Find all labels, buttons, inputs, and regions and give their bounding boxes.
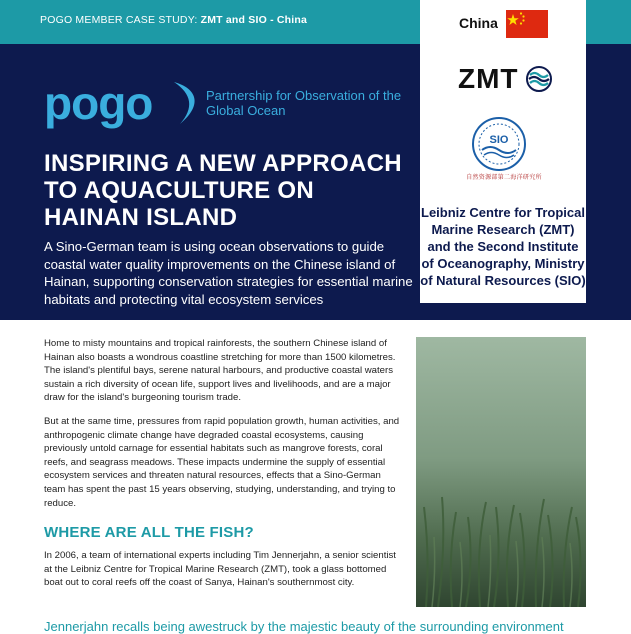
sio-seal-logo	[470, 116, 528, 172]
wave-icon	[526, 66, 552, 92]
pogo-logo-word: pogo	[44, 77, 153, 129]
country-label: China	[459, 15, 498, 31]
paragraph-2: But at the same time, pressures from rapid population growth, human activities, and anthropogenic climate change have degraded coastal ecosystems, causing previously untold carnage for essential habitats such as mangrove forests, coral reefs, and seagrass meadows. These impacts undermine the supply of essential ecosystem services and threaten natural resources, effects that a Sino-German team has spent the past 15 years observing, studying, understanding, and trying to reduce.	[44, 415, 400, 509]
paragraph-1: Home to misty mountains and tropical rainforests, the southern Chinese island of Hainan also boasts a wondrous coastline stretching for more than 1500 kilometres. The island's plentiful bays, serene natural harbours, and productive coastal waters sustain a rich diversity of ocean life, support lives and livelihoods, and are a major draw for the island's burgeoning tourism trade.	[44, 338, 396, 404]
china-flag-icon	[506, 10, 548, 38]
pogo-tagline: Partnership for Observation of the Global Ocean	[206, 88, 402, 118]
sio-caption: 自然资源部第二海洋研究所	[466, 175, 542, 181]
seagrass-photo	[416, 337, 586, 607]
paragraph-3: In 2006, a team of international experts including Tim Jennerjahn, a senior scientist at the Leibniz Centre for Tropical Marine Research (ZMT), took a glass bottomed boat out to coral reefs off the coast of Sanya, Hainan's southernmost city.	[44, 550, 396, 589]
zmt-logo-text: ZMT	[458, 63, 519, 94]
partner-panel	[420, 0, 586, 303]
pogo-swoosh-icon	[172, 78, 206, 128]
sio-logo-text: SIO	[489, 134, 509, 146]
case-study-subject: ZMT and SIO - China	[200, 14, 308, 26]
page-title: INSPIRING A NEW APPROACH TO AQUACULTURE ON HAINAN ISLAND	[44, 150, 402, 231]
pull-quote: Jennerjahn recalls being awestruck by the majestic beauty of the surrounding environment	[44, 619, 564, 634]
section-heading: WHERE ARE ALL THE FISH?	[44, 524, 254, 542]
zmt-logo	[458, 62, 519, 96]
page-subtitle: A Sino-German team is using ocean observations to guide coastal water quality improvements on the Chinese island of Hainan, supporting conservation strategies for essential marine habitats and protecting vital ecosystem services	[44, 239, 413, 307]
article-body	[44, 337, 404, 600]
case-study-prefix: POGO MEMBER CASE STUDY:	[40, 14, 198, 26]
case-study-label	[40, 14, 307, 26]
partner-institutions: Leibniz Centre for Tropical Marine Research (ZMT) and the Second Institute of Oceanography, Ministry of Natural Resources (SIO)	[420, 205, 586, 288]
